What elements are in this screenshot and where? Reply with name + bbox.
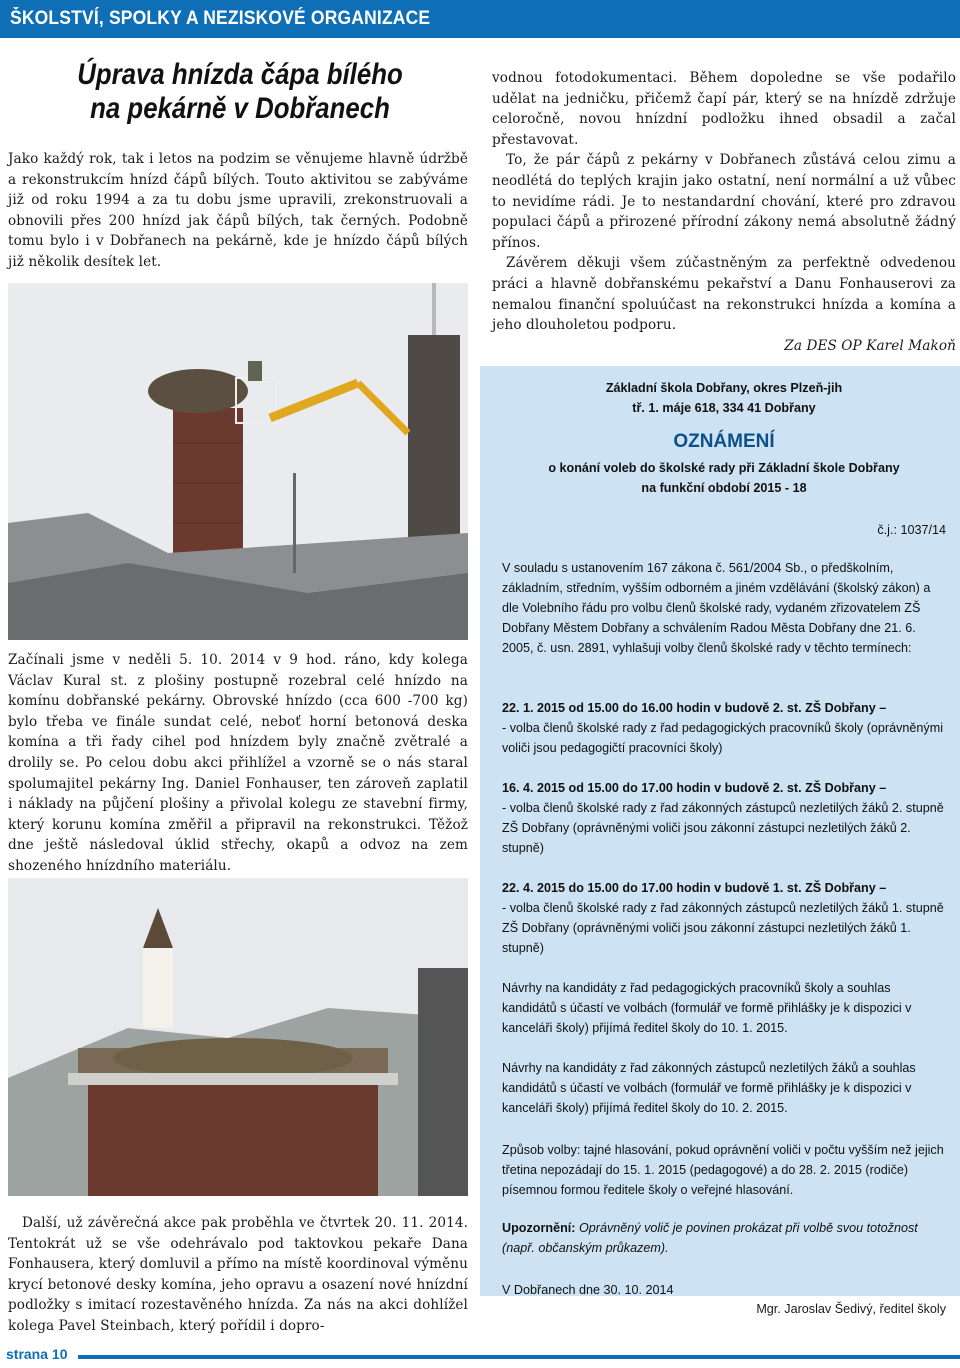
article-title-line2: na pekárně v Dobřanech <box>90 92 390 125</box>
notice-school-name: Základní škola Dobřany, okres Plzeň-jih <box>605 381 843 395</box>
notice-subtitle-1: o konání voleb do školské rady při Základní škole Dobřany <box>548 461 900 475</box>
paragraph-right-2: To, že pár čápů z pekárny v Dobřanech zůstává celou zimu a neodlétá do teplých krajin jako ostatní, není normální a už vůbec to nevidíme rádi. Je to nestandardní chování, které pro zdravou populaci čápů a přirozené přírodní zákony nemá absolutně žádný přínos. <box>492 152 956 251</box>
photo-chimney-nest <box>8 283 468 640</box>
election-notice-box <box>480 366 960 1296</box>
article-right-column <box>492 68 956 356</box>
paragraph-right-cont: vodnou fotodokumentaci. Během dopoledne se vše podařilo udělat na jedničku, přičemž čapí pár, který se na hnízdě zdržuje celoročně, novou hnízdní podložku ihned obsadil a začal přestavovat. <box>492 70 956 148</box>
notice-date: V Dobřanech dne 30. 10. 2014 <box>502 1283 674 1297</box>
term-1-body: - volba členů školské rady z řad pedagogických pracovníků školy (oprávněnými voliči jsou pedagogičtí pracovníci školy) <box>502 721 943 755</box>
article-body-3 <box>8 1213 468 1337</box>
notice-intro: V souladu s ustanovením 167 zákona č. 561/2004 Sb., o předškolním, základním, středním, vyšším odborném a jiném vzdělávání (školský zákon) a dle Volebního řádu pro volbu členů školské rady, vydaném zřizovatelem ZŠ Dobřany Městem Dobřany a schválením Radou Města Dobřany dne 21. 6. 2005, č. usn. 2891, vyhlašuji volby členů školské rady v těchto termínech: <box>502 561 931 655</box>
paragraph-3: Další, už závěrečná akce pak proběhla ve čtvrtek 20. 11. 2014. Tentokrát už se vše odehrávalo pod taktovkou pekaře Dana Fonhausera, který domluvil a přímo na místě koordinoval výměnu krycí betonové desky komína, jeho opravu a osazení nové hnízdní podložky s imitací rozestavěného hnízda. Za nás na akci dohlížel kolega Pavel Steinbach, který pořídil i dopro- <box>8 1215 468 1334</box>
notice-heading: OZNÁMENÍ <box>673 431 775 452</box>
article-intro <box>8 149 468 273</box>
photo-new-nest <box>8 878 468 1196</box>
notice-warning <box>502 1218 946 1258</box>
section-header <box>0 0 960 38</box>
footer-rule <box>78 1355 960 1359</box>
article-body-2 <box>8 650 468 877</box>
article-title-line1: Úprava hnízda čápa bílého <box>77 58 403 91</box>
notice-school-address: tř. 1. máje 618, 334 41 Dobřany <box>632 401 816 415</box>
photo-new-nest-image <box>8 878 468 1196</box>
voting-method: Způsob volby: tajné hlasování, pokud oprávnění voliči v počtu vyšším než jejich třetina nepozádají do 15. 1. 2015 (pedagogové) a do 28. 2. 2015 (rodiče) písemnou formou ředitele školy o veřejné hlasování. <box>502 1143 944 1197</box>
term-2-body: - volba členů školské rady z řad zákonných zástupců nezletilých žáků 2. stupně ZŠ Dobřany (oprávněnými voliči jsou zákonní zástupci nezletilých žáků 2. stupně) <box>502 801 944 855</box>
term-3-body: - volba členů školské rady z řad zákonných zástupců nezletilých žáků 1. stupně ZŠ Dobřany (oprávněnými voliči jsou zákonní zástupci nezletilých žáků 1. stupně) <box>502 901 944 955</box>
photo-chimney-nest-image <box>8 283 468 640</box>
paragraph-right-3: Závěrem děkuji všem zúčastněným za perfektně odvedenou práci a hlavně dobřanskému pekařství a Danu Fonhauserovi za nemalou finanční spoluúčast na rekonstrukci hnízda a komína a jeho dlouholetou podporu. <box>492 255 956 334</box>
term-3-heading: 22. 4. 2015 do 15.00 do 17.00 hodin v budově 1. st. ZŠ Dobřany – <box>502 881 887 895</box>
notice-reference: č.j.: 1037/14 <box>877 523 946 537</box>
section-title: ŠKOLSTVÍ, SPOLKY A NEZISKOVÉ ORGANIZACE <box>10 8 431 29</box>
notice-signer: Mgr. Jaroslav Šedivý, ředitel školy <box>756 1302 946 1316</box>
term-1-heading: 22. 1. 2015 od 15.00 do 16.00 hodin v budově 2. st. ZŠ Dobřany – <box>502 701 887 715</box>
warning-label: Upozornění: <box>502 1221 576 1235</box>
warning-text: Oprávněný volič je povinen prokázat při volbě svou totožnost (např. občanským průkazem). <box>502 1221 918 1255</box>
nominations-staff: Návrhy na kandidáty z řad pedagogických pracovníků školy a souhlas kandidátů s účastí ve volbách (formulář ve formě přihlášky je k dispozici v kanceláři školy) přijímá ředitel školy do 10. 1. 2015. <box>502 981 912 1035</box>
nominations-parents: Návrhy na kandidáty z řad zákonných zástupců nezletilých žáků a souhlas kandidátů s účastí ve volbách (formulář ve formě přihlášky je k dispozici v kanceláři školy) přijímá ředitel školy do 10. 2. 2015. <box>502 1061 916 1115</box>
term-2-heading: 16. 4. 2015 od 15.00 do 17.00 hodin v budově 2. st. ZŠ Dobřany – <box>502 781 887 795</box>
paragraph-2: Začínali jsme v neděli 5. 10. 2014 v 9 hod. ráno, kdy kolega Václav Kural st. z plošiny postupně rozebral celé hnízdo na komínu dobřanské pekárny. Obrovské hnízdo (cca 600 -700 kg) bylo třeba ve finále sundat celé, neboť horní betonová deska komína a tři řady cihel pod hnízdem byly značně zvětralé a drolily se. Po celou dobu akci přihlížel a vzorně se o nás staral spolumajitel pekárny Ing. Daniel Fonhauser, ten zároveň zaplatil i náklady na půjčení plošiny a přivolal kolegu ze stavební firmy, který korunu komína změřil a připravil na rekonstrukci. Těžož dne ještě následoval úklid střechy, okapů a odvoz na zem shozeného hnízdního materiálu. <box>8 652 468 874</box>
intro-paragraph: Jako každý rok, tak i letos na podzim se věnujeme hlavně údržbě a rekonstrukcím hnízd čápů bílých. Touto aktivitou se zabýváme již od roku 1994 a za tu dobu jsme upravili, zrekonstruovali a obnovili přes 200 hnízd jak čápů bílých, tak černých. Podobně tomu bylo i v Dobřanech na pekárně, kde je hnízdo čápů bílých již několik desítek let. <box>8 151 468 270</box>
article-signature: Za DES OP Karel Makoň <box>784 337 956 354</box>
notice-subtitle-2: na funkční období 2015 - 18 <box>641 481 807 495</box>
page-number: strana 10 <box>6 1346 68 1362</box>
